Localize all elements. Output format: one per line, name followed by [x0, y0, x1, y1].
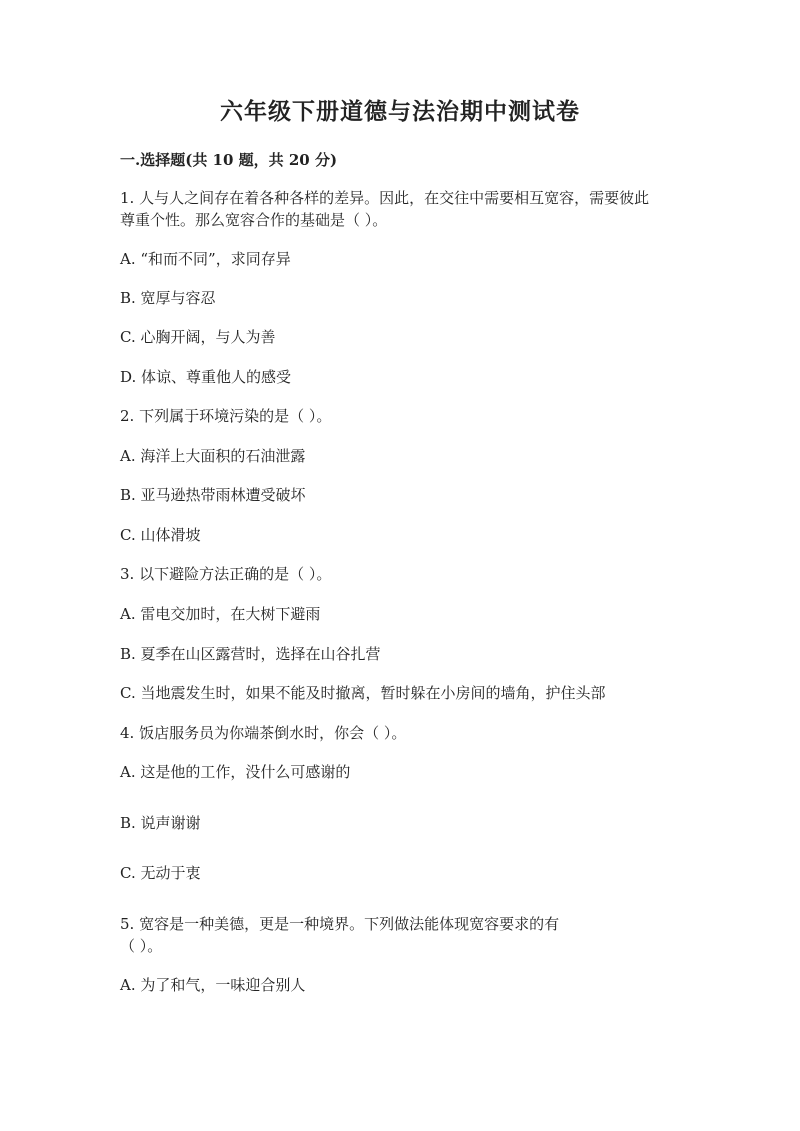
question-3-option-c: C. 当地震发生时，如果不能及时撤离，暂时躲在小房间的墙角，护住头部 [120, 684, 606, 702]
question-5-stem-line-2: （ ）。 [120, 937, 163, 955]
question-4-option-b: B. 说声谢谢 [120, 814, 201, 832]
question-2-option-c: C. 山体滑坡 [120, 526, 201, 544]
question-2-stem: 2. 下列属于环境污染的是（ ）。 [120, 407, 332, 425]
question-2-option-a: A. 海洋上大面积的石油泄露 [120, 447, 306, 465]
question-1-option-d: D. 体谅、尊重他人的感受 [120, 368, 292, 386]
section-heading: 一.选择题(共 10 题，共 20 分) [120, 151, 338, 169]
question-1-stem-line-1: 1. 人与人之间存在着各种各样的差异。因此，在交往中需要相互宽容，需要彼此 [120, 189, 650, 207]
question-1-option-a: A. “和而不同”，求同存异 [120, 250, 291, 268]
question-4-option-c: C. 无动于衷 [120, 864, 201, 882]
question-5-option-a: A. 为了和气，一味迎合别人 [120, 976, 306, 994]
question-5-stem-line-1: 5. 宽容是一种美德，更是一种境界。下列做法能体现宽容要求的有 [120, 915, 560, 933]
question-3-option-a: A. 雷电交加时，在大树下避雨 [120, 605, 321, 623]
question-2-option-b: B. 亚马逊热带雨林遭受破坏 [120, 486, 306, 504]
question-1-stem-line-2: 尊重个性。那么宽容合作的基础是（ ）。 [120, 211, 388, 229]
question-1-option-b: B. 宽厚与容忍 [120, 289, 216, 307]
question-3-stem: 3. 以下避险方法正确的是（ ）。 [120, 565, 332, 583]
question-4-stem: 4. 饭店服务员为你端茶倒水时，你会（ ）。 [120, 724, 407, 742]
question-1-option-c: C. 心胸开阔，与人为善 [120, 328, 276, 346]
page-title: 六年级下册道德与法治期中测试卷 [220, 98, 580, 125]
question-3-option-b: B. 夏季在山区露营时，选择在山谷扎营 [120, 645, 381, 663]
question-4-option-a: A. 这是他的工作，没什么可感谢的 [120, 763, 351, 781]
